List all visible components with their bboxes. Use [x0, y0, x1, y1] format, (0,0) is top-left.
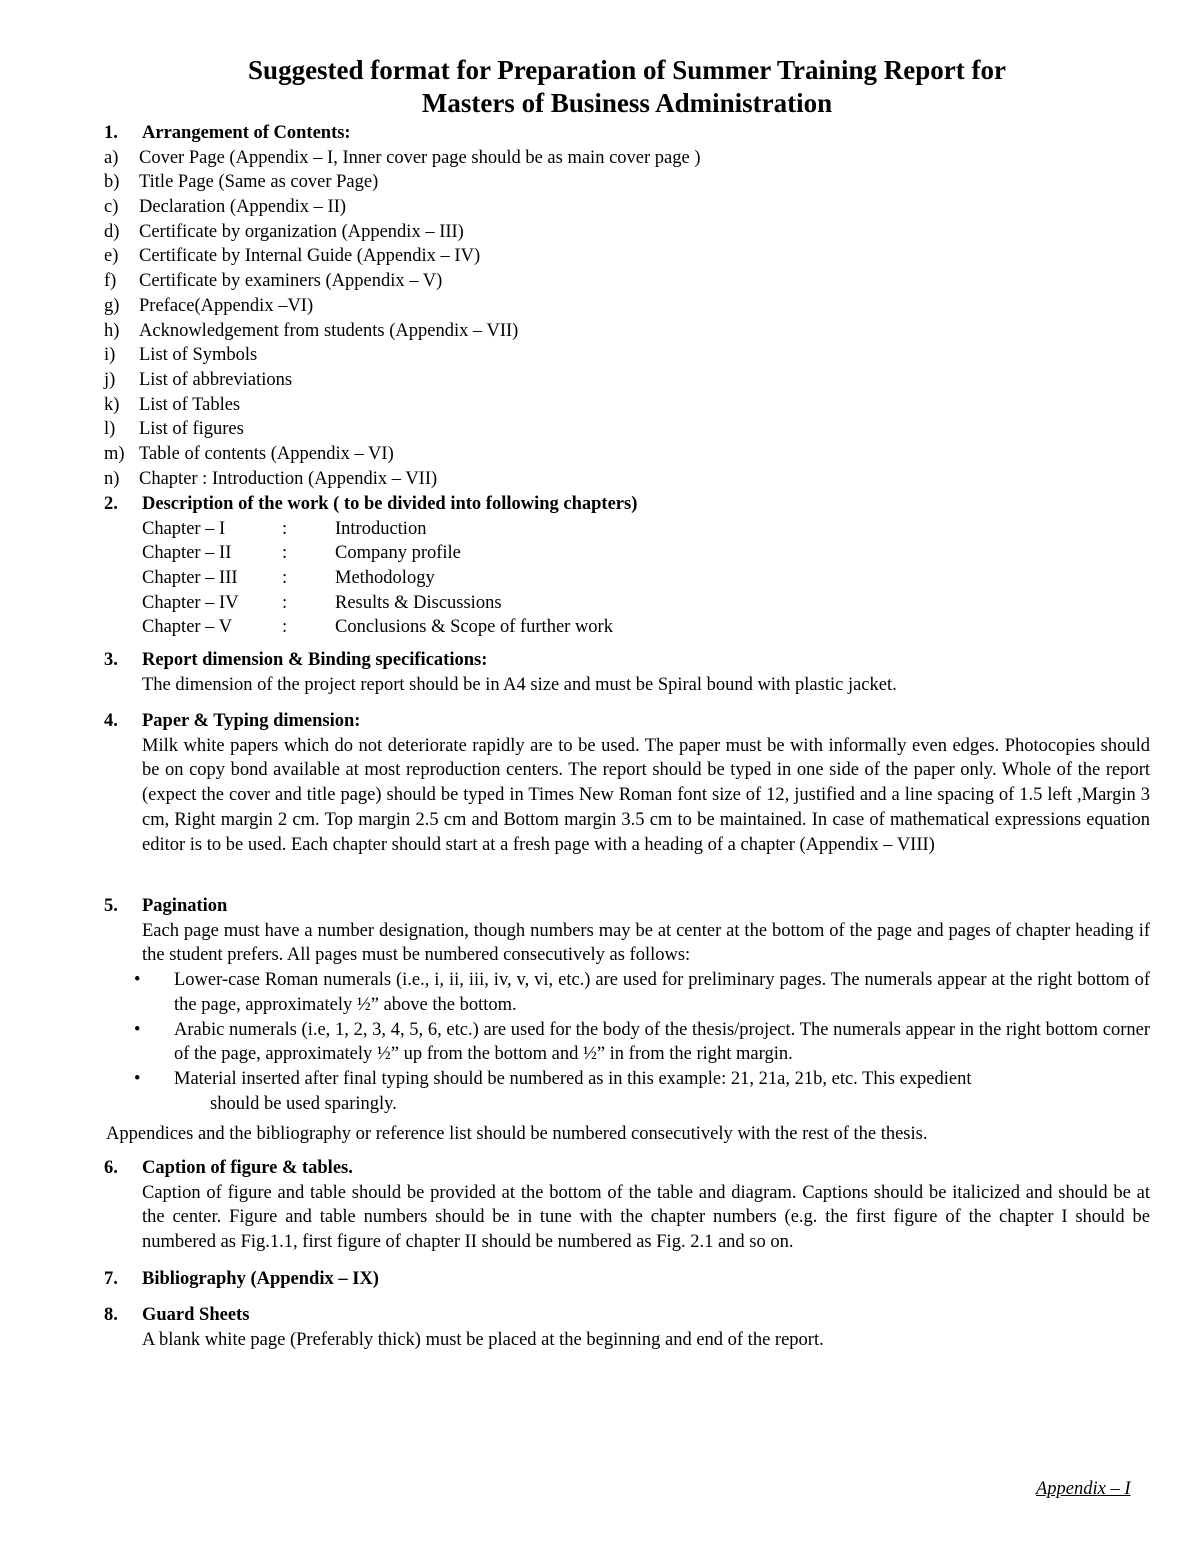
chapter-number: Chapter – IV: [142, 592, 239, 613]
list-item: [104, 1067, 1150, 1116]
section-text: A blank white page (Preferably thick) must be placed at the beginning and end of the report.: [142, 1329, 824, 1350]
chapter-number: Chapter – II: [142, 543, 232, 564]
chapter-separator: :: [282, 617, 288, 638]
section-number: 6.: [104, 1158, 118, 1178]
section-heading: Report dimension & Binding specifications:: [142, 650, 488, 670]
list-item: [104, 393, 1150, 418]
section-text: Each page must have a number designation, though numbers may be at center at the bottom of the page and pages of chapter heading if the student prefers. All pages must be numbered consecutively as follows:: [142, 920, 1150, 966]
list-item-text: List of Tables: [139, 394, 241, 415]
chapter-separator: :: [282, 518, 288, 539]
section-number: 7.: [104, 1269, 118, 1289]
list-item: [104, 343, 1150, 368]
section-report-dimension: [104, 648, 1150, 697]
list-item-text: Title Page (Same as cover Page): [139, 172, 379, 193]
chapter-number: Chapter – I: [142, 518, 226, 539]
list-item-text: Certificate by organization (Appendix – III): [139, 221, 464, 242]
section-number: 4.: [104, 711, 118, 731]
bullet-text: Arabic numerals (i.e, 1, 2, 3, 4, 5, 6, etc.) are used for the body of the thesis/project. The numerals appear in the right bottom corner of the page, approximately ½” up from the bottom and ½” in from the right margin.: [174, 1019, 1150, 1065]
list-item: [104, 417, 1150, 442]
list-item-label: j): [104, 369, 116, 390]
section-heading: Guard Sheets: [142, 1305, 250, 1325]
chapter-name: Conclusions & Scope of further work: [335, 617, 613, 638]
list-item: [104, 244, 1150, 269]
list-item-text: Chapter : Introduction (Appendix – VII): [139, 468, 438, 489]
bullet-icon: •: [134, 970, 141, 991]
list-item-label: i): [104, 345, 116, 366]
list-item-text: Preface(Appendix –VI): [139, 295, 314, 316]
chapter-number: Chapter – V: [142, 617, 233, 638]
list-item-label: m): [104, 443, 125, 464]
title-line-1: Suggested format for Preparation of Summer Training Report for: [248, 55, 1006, 85]
section-text: Milk white papers which do not deteriorate rapidly are to be used. The paper must be with informally even edges. Photocopies should be on copy bond available at most reproduction centers. The report should be typed in one side of the paper only. Whole of the report (expect the cover and title page) should be typed in Times New Roman font size of 12, justified and a line spacing of 1.5 left ,Margin 3 cm, Right margin 2 cm. Top margin 2.5 cm and Bottom margin 3.5 cm to be maintained. In case of mathematical expressions equation editor is to be used. Each chapter should start at a fresh page with a heading of a chapter (Appendix – VIII): [142, 735, 1150, 855]
list-item-text: Cover Page (Appendix – I, Inner cover page should be as main cover page ): [139, 147, 701, 168]
list-item: [104, 442, 1150, 467]
section-heading: Bibliography (Appendix – IX): [142, 1269, 379, 1289]
section-heading: Paper & Typing dimension:: [142, 711, 361, 731]
list-item-label: e): [104, 246, 119, 267]
list-item-text: List of abbreviations: [139, 369, 293, 390]
contents-list: [104, 146, 1150, 492]
list-item-text: Acknowledgement from students (Appendix – VII): [139, 320, 519, 341]
section-pagination: [104, 894, 1150, 1116]
list-item: [104, 1018, 1150, 1067]
chapter-row: [142, 541, 1150, 566]
section-heading: Caption of figure & tables.: [142, 1158, 353, 1178]
section-paper-typing: [104, 709, 1150, 857]
bullet-icon: •: [134, 1068, 141, 1089]
section-text: Caption of figure and table should be provided at the bottom of the table and diagram. Captions should be italicized and should be at the center. Figure and table numbers should be in tune with the chapter numbers (e.g. the first figure of the chapter I should be numbered as Fig.1.1, first figure of chapter II should be numbered as Fig. 2.1 and so on.: [142, 1182, 1150, 1253]
chapter-separator: :: [282, 592, 288, 613]
section-caption: [104, 1156, 1150, 1255]
list-item-label: g): [104, 295, 120, 316]
list-item-label: c): [104, 197, 119, 218]
section-number: 3.: [104, 650, 118, 670]
bullet-text-line-2: should be used sparingly.: [210, 1093, 397, 1114]
list-item-label: d): [104, 221, 120, 242]
title-line-2: Masters of Business Administration: [421, 88, 833, 118]
list-item-text: List of Symbols: [139, 345, 258, 366]
chapter-name: Company profile: [335, 543, 461, 564]
list-item-text: Declaration (Appendix – II): [139, 197, 347, 218]
section-arrangement: [104, 121, 1150, 491]
appendices-note: Appendices and the bibliography or reference list should be numbered consecutively with the rest of the thesis.: [106, 1124, 928, 1144]
list-item: [104, 170, 1150, 195]
chapter-row: [142, 566, 1150, 591]
list-item-text: Certificate by Internal Guide (Appendix – IV): [139, 246, 481, 267]
chapter-row: [142, 517, 1150, 542]
chapter-name: Introduction: [335, 518, 427, 539]
list-item: [104, 220, 1150, 245]
list-item: [104, 467, 1150, 492]
list-item: [104, 294, 1150, 319]
list-item-label: n): [104, 468, 120, 489]
section-number: 8.: [104, 1305, 118, 1325]
list-item-text: Certificate by examiners (Appendix – V): [139, 271, 443, 292]
list-item: [104, 195, 1150, 220]
list-item-label: k): [104, 394, 120, 415]
list-item: [104, 368, 1150, 393]
chapter-list: [142, 517, 1150, 640]
section-description: [104, 492, 1150, 640]
list-item-text: List of figures: [139, 419, 244, 440]
section-heading: Pagination: [142, 896, 228, 916]
chapter-row: [142, 591, 1150, 616]
bullet-icon: •: [134, 1019, 141, 1040]
list-item: [104, 319, 1150, 344]
document-title: [0, 54, 1200, 120]
list-item-label: a): [104, 147, 119, 168]
list-item-label: f): [104, 271, 117, 292]
section-bibliography: [104, 1267, 1150, 1292]
section-heading: Description of the work ( to be divided into following chapters): [142, 494, 638, 514]
chapter-row: [142, 615, 1150, 640]
chapter-separator: :: [282, 568, 288, 589]
list-item: [104, 269, 1150, 294]
chapter-name: Methodology: [335, 568, 435, 589]
list-item: [104, 968, 1150, 1017]
chapter-name: Results & Discussions: [335, 592, 502, 613]
list-item-label: b): [104, 172, 120, 193]
bullet-text-line-1: Material inserted after final typing should be numbered as in this example: 21, 21a, 21b, etc. This expedient: [174, 1068, 972, 1089]
list-item-label: l): [104, 419, 116, 440]
section-heading: Arrangement of Contents:: [142, 123, 351, 143]
section-guard-sheets: [104, 1303, 1150, 1352]
list-item-text: Table of contents (Appendix – VI): [139, 443, 394, 464]
list-item-label: h): [104, 320, 120, 341]
section-text: The dimension of the project report should be in A4 size and must be Spiral bound with plastic jacket.: [142, 674, 897, 695]
section-number: 1.: [104, 123, 118, 143]
pagination-bullets: [104, 968, 1150, 1116]
bullet-text: Lower-case Roman numerals (i.e., i, ii, iii, iv, v, vi, etc.) are used for preliminary pages. The numerals appear at the right bottom of the page, approximately ½” above the bottom.: [174, 970, 1150, 1015]
chapter-separator: :: [282, 543, 288, 564]
chapter-number: Chapter – III: [142, 568, 238, 589]
appendix-label: Appendix – I: [1036, 1479, 1131, 1499]
list-item: [104, 146, 1150, 171]
section-number: 2.: [104, 494, 118, 514]
section-number: 5.: [104, 896, 118, 916]
